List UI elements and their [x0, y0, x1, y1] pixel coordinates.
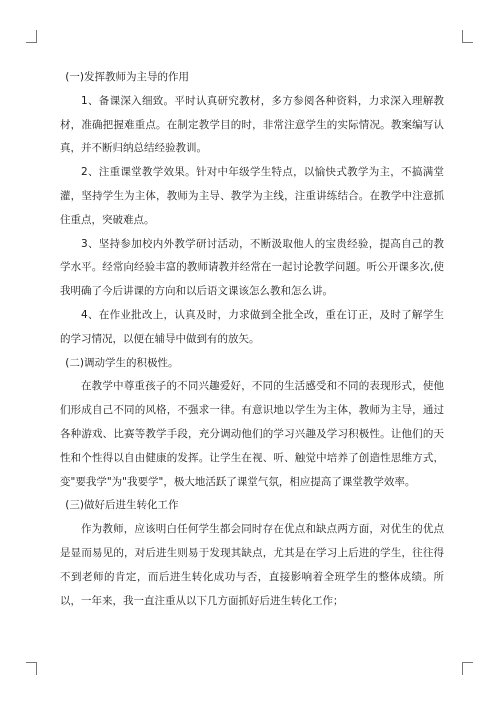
paragraph-homework-grading: 4、在作业批改上，认真及时，力求做到全批全改，重在订正，及时了解学生的学习情况，以便在辅导中做到有的放矢。 [60, 308, 444, 345]
section-heading-2: (二)调动学生的积极性。 [65, 356, 179, 369]
document-body [60, 66, 444, 613]
section-heading-1: (一)发挥教师为主导的作用 [65, 71, 189, 83]
paragraph-research-activities: 3、坚持参加校内外教学研讨活动，不断汲取他人的宝贵经验，提高自己的教学水平。经常向经验丰富的教师请教并经常在一起讨论教学问题。听公开课多次,使我明确了今后讲课的方向和以后语文课该怎么教和怎么讲。 [60, 237, 444, 298]
paragraph-lesson-prep: 1、备课深入细致。平时认真研究教材，多方参阅各种资料，力求深入理解教材，准确把握难重点。在制定教学目的时，非常注意学生的实际情况。教案编写认真，并不断归纳总结经验教训。 [60, 94, 444, 155]
crop-mark-top-right [462, 30, 473, 43]
crop-mark-bottom-right [462, 662, 473, 675]
crop-mark-top-left [26, 30, 37, 43]
crop-mark-bottom-left [26, 662, 37, 675]
section-heading-3: (三)做好后进生转化工作 [65, 499, 179, 512]
paragraph-classroom-effect: 2、注重课堂教学效果。针对中年级学生特点，以愉快式教学为主，不搞满堂灌，坚持学生为主体，教师为主导、教学为主线，注重讲练结合。在教学中注意抓住重点，突破难点。 [60, 166, 444, 226]
paragraph-underachiever-work: 作为教师，应该明白任何学生都会同时存在优点和缺点两方面，对优生的优点是显而易见的，对后进生则易于发现其缺点，尤其是在学习上后进的学生，往往得不到老师的肯定，而后进生转化成功与否，直接影响着全班学生的整体成绩。所以，一年来，我一直注重从以下几方面抓好后进生转化工作； [60, 523, 444, 607]
paragraph-student-motivation: 在教学中尊重孩子的不同兴趣爱好，不同的生活感受和不同的表现形式，使他们形成自己不同的风格，不强求一律。有意识地以学生为主体，教师为主导，通过各种游戏、比赛等教学手段，充分调动他们的学习兴趣及学习积极性。让他们的天性和个性得以自由健康的发挥。让学生在视、听、触觉中培养了创造性思维方式，变"要我学"为"我要学"，极大地活跃了课堂气氛，相应提高了课堂教学效率。 [60, 380, 444, 488]
